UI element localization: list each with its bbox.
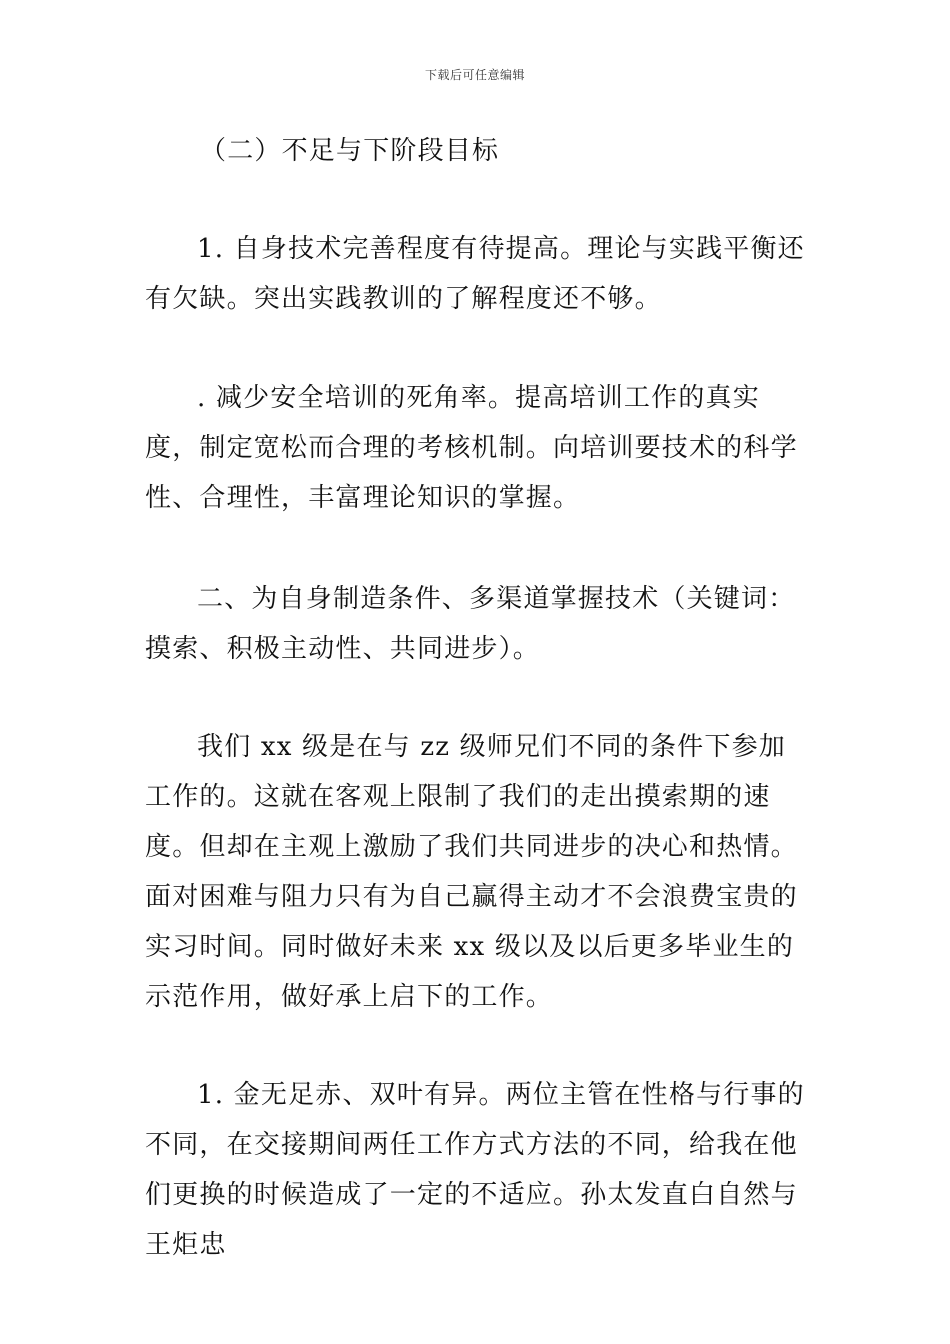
header-note: 下载后可任意编辑 [424,68,525,82]
paragraph-xx-level: 我们 xx 级是在与 zz 级师兄们不同的条件下参加工作的。这就在客观上限制了我们的走出摸索期的速度。但却在主观上激励了我们共同进步的决心和热情。面对困难与阻力只有为自己赢得主动才不会浪费宝贵的实习时间。同时做好未来 xx 级以及以后更多毕业生的示范作用，做好承上启下的工作。 [145,732,798,1012]
paragraph-supervisors: 1. 金无足赤、双叶有异。两位主管在性格与行事的不同，在交接期间两任工作方式方法的不同，给我在他们更换的时候造成了一定的不适应。孙太发直白自然与王炬忠 [145,1080,805,1260]
paragraph-section-two-heading: 二、为自身制造条件、多渠道掌握技术（关键词：摸索、积极主动性、共同进步）。 [145,584,796,664]
section-heading: （二）不足与下阶段目标 [200,136,500,166]
paragraph-technical-improvement: 1. 自身技术完善程度有待提高。理论与实践平衡还有欠缺。突出实践教训的了解程度还不够。 [145,234,805,314]
paragraph-safety-training: . 减少安全培训的死角率。提高培训工作的真实度，制定宽松而合理的考核机制。向培训要技术的科学性、合理性，丰富理论知识的掌握。 [145,383,798,513]
